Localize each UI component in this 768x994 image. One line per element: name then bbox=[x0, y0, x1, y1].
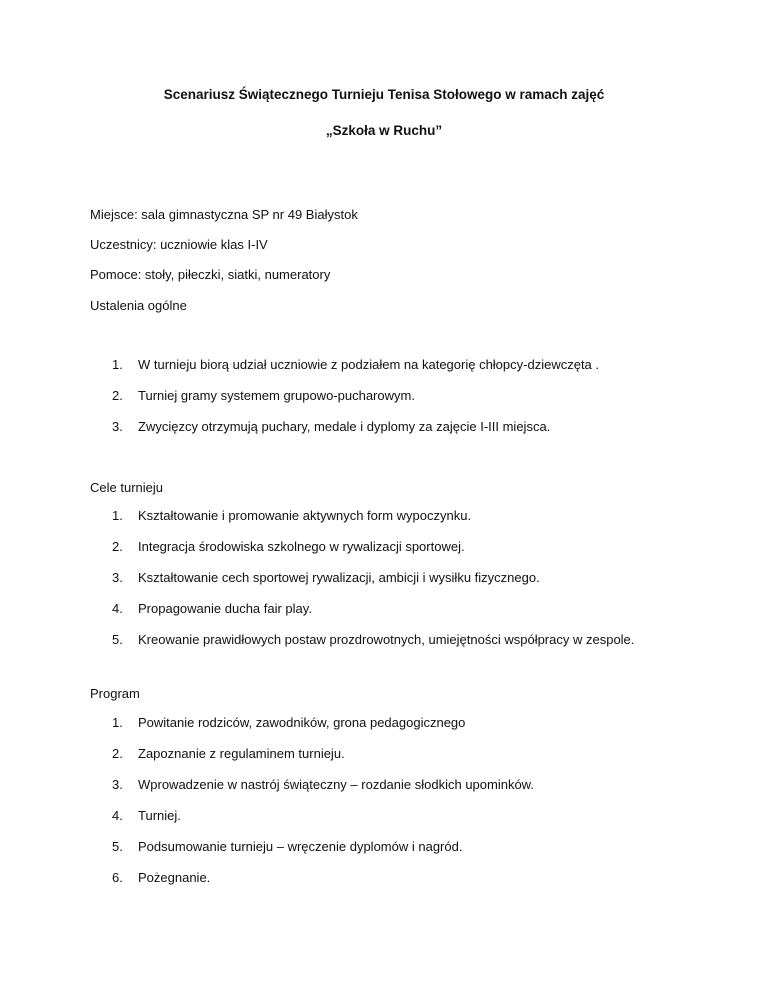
general-rules-list bbox=[112, 357, 599, 450]
list-item: 1. Powitanie rodziców, zawodników, grona pedagogicznego bbox=[112, 715, 466, 730]
list-item: 5. Podsumowanie turnieju – wręczenie dyplomów i nagród. bbox=[112, 839, 463, 854]
list-item: 4. Turniej. bbox=[112, 808, 181, 823]
list-item: 1. W turnieju biorą udział uczniowie z podziałem na kategorię chłopcy-dziewczęta . bbox=[112, 357, 600, 372]
list-item: 3. Zwycięzcy otrzymują puchary, medale i dyplomy za zajęcie I-III miejsca. bbox=[112, 419, 551, 434]
program-heading: Program bbox=[90, 686, 140, 701]
list-item: 4. Propagowanie ducha fair play. bbox=[112, 601, 312, 616]
place-line: Miejsce: sala gimnastyczna SP nr 49 Białystok bbox=[90, 207, 358, 222]
list-item: 6. Pożegnanie. bbox=[112, 870, 211, 885]
document-subtitle: „Szkoła w Ruchu” bbox=[325, 123, 443, 138]
list-item: 3. Kształtowanie cech sportowej rywalizacji, ambicji i wysiłku fizycznego. bbox=[112, 570, 540, 585]
aids-line: Pomoce: stoły, piłeczki, siatki, numeratory bbox=[90, 267, 331, 282]
program-list bbox=[112, 715, 534, 901]
participants-line: Uczestnicy: uczniowie klas I-IV bbox=[90, 237, 268, 252]
goals-heading: Cele turnieju bbox=[90, 480, 163, 495]
list-item: 2. Integracja środowiska szkolnego w rywalizacji sportowej. bbox=[112, 539, 465, 554]
goals-list bbox=[112, 508, 634, 663]
general-heading: Ustalenia ogólne bbox=[90, 298, 187, 313]
list-item: 2. Turniej gramy systemem grupowo-pucharowym. bbox=[112, 388, 415, 403]
list-item: 3. Wprowadzenie w nastrój świąteczny – rozdanie słodkich upominków. bbox=[112, 777, 534, 792]
list-item: 2. Zapoznanie z regulaminem turnieju. bbox=[112, 746, 345, 761]
list-item: 5. Kreowanie prawidłowych postaw prozdrowotnych, umiejętności współpracy w zespole. bbox=[112, 632, 635, 647]
document-title: Scenariusz Świątecznego Turnieju Tenisa Stołowego w ramach zajęć bbox=[163, 87, 605, 102]
list-item: 1. Kształtowanie i promowanie aktywnych form wypoczynku. bbox=[112, 508, 472, 523]
